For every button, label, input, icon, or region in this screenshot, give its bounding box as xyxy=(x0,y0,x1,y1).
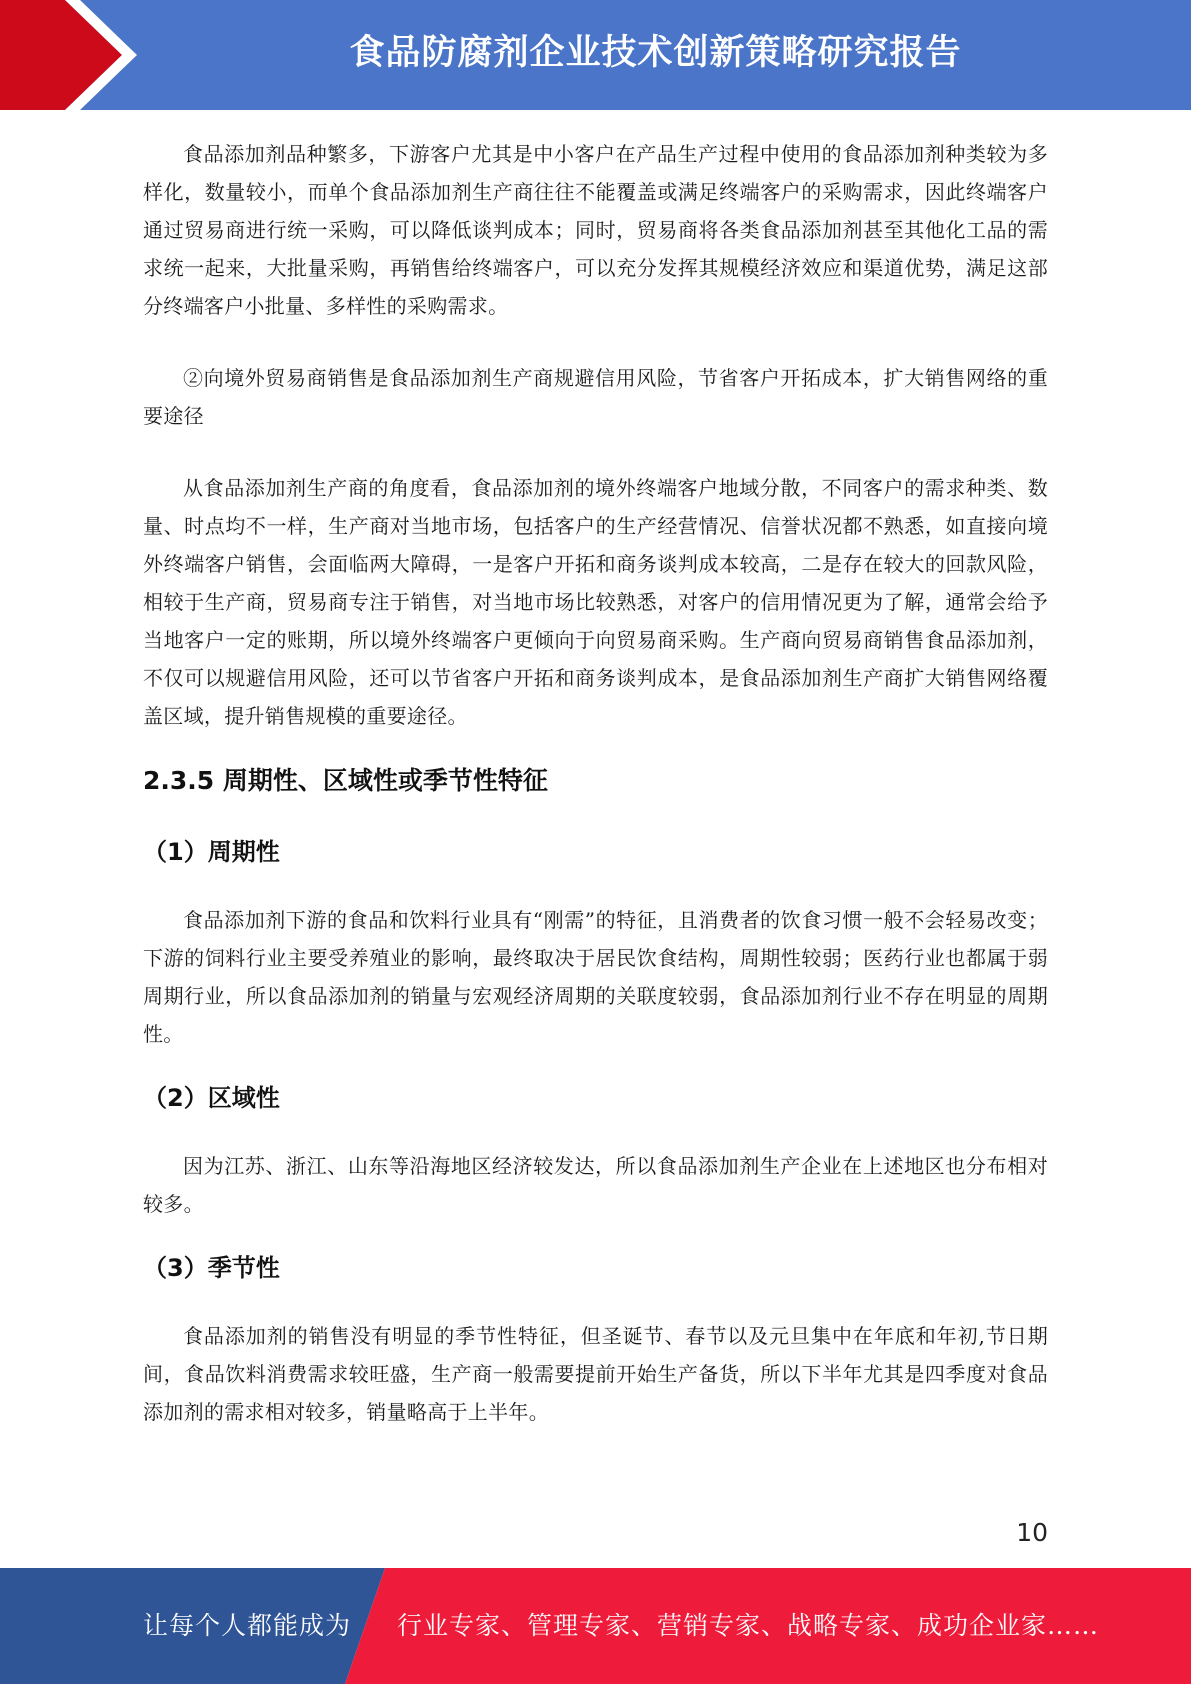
document-body xyxy=(143,135,1048,1431)
subsection-heading-cyclicality: （1）周期性 xyxy=(143,838,280,866)
paragraph-regionality: 因为江苏、浙江、山东等沿海地区经济较发达，所以食品添加剂生产企业在上述地区也分布相对较多。 xyxy=(143,1154,1048,1216)
report-title: 食品防腐剂企业技术创新策略研究报告 xyxy=(349,33,962,73)
subsection-heading-seasonality: （3）季节性 xyxy=(143,1254,280,1282)
footer-slogan-right: 行业专家、管理专家、营销专家、战略专家、成功企业家…… xyxy=(397,1611,1100,1640)
paragraph-overseas-traders-heading: ②向境外贸易商销售是食品添加剂生产商规避信用风险，节省客户开拓成本，扩大销售网络的重要途径 xyxy=(143,366,1048,428)
page-footer xyxy=(0,1568,1191,1684)
section-heading: 2.3.5 周期性、区域性或季节性特征 xyxy=(143,766,548,795)
paragraph-trader-procurement: 食品添加剂品种繁多，下游客户尤其是中小客户在产品生产过程中使用的食品添加剂种类较为多样化，数量较小，而单个食品添加剂生产商往往不能覆盖或满足终端客户的采购需求，因此终端客户通过贸易商进行统一采购，可以降低谈判成本；同时，贸易商将各类食品添加剂甚至其他化工品的需求统一起来，大批量采购，再销售给终端客户，可以充分发挥其规模经济效应和渠道优势，满足这部分终端客户小批量、多样性的采购需求。 xyxy=(143,142,1048,318)
page-number: 10 xyxy=(1016,1518,1048,1547)
paragraph-overseas-sales: 从食品添加剂生产商的角度看，食品添加剂的境外终端客户地域分散，不同客户的需求种类、数量、时点均不一样，生产商对当地市场，包括客户的生产经营情况、信誉状况都不熟悉，如直接向境外终端客户销售，会面临两大障碍，一是客户开拓和商务谈判成本较高，二是存在较大的回款风险，相较于生产商，贸易商专注于销售，对当地市场比较熟悉，对客户的信用情况更为了解，通常会给予当地客户一定的账期，所以境外终端客户更倾向于向贸易商采购。生产商向贸易商销售食品添加剂，不仅可以规避信用风险，还可以节省客户开拓和商务谈判成本，是食品添加剂生产商扩大销售网络覆盖区域，提升销售规模的重要途径。 xyxy=(143,476,1048,728)
paragraph-cyclicality: 食品添加剂下游的食品和饮料行业具有“刚需”的特征，且消费者的饮食习惯一般不会轻易改变；下游的饲料行业主要受养殖业的影响，最终取决于居民饮食结构，周期性较弱；医药行业也都属于弱周期行业，所以食品添加剂的销量与宏观经济周期的关联度较弱，食品添加剂行业不存在明显的周期性。 xyxy=(143,908,1048,1046)
subsection-heading-regionality: （2）区域性 xyxy=(143,1084,280,1112)
footer-slogan-left: 让每个人都能成为 xyxy=(143,1611,352,1640)
page-header xyxy=(0,0,1191,110)
paragraph-seasonality: 食品添加剂的销售没有明显的季节性特征，但圣诞节、春节以及元旦集中在年底和年初,节日期间，食品饮料消费需求较旺盛，生产商一般需要提前开始生产备货，所以下半年尤其是四季度对食品添加剂的需求相对较多，销量略高于上半年。 xyxy=(143,1324,1048,1424)
